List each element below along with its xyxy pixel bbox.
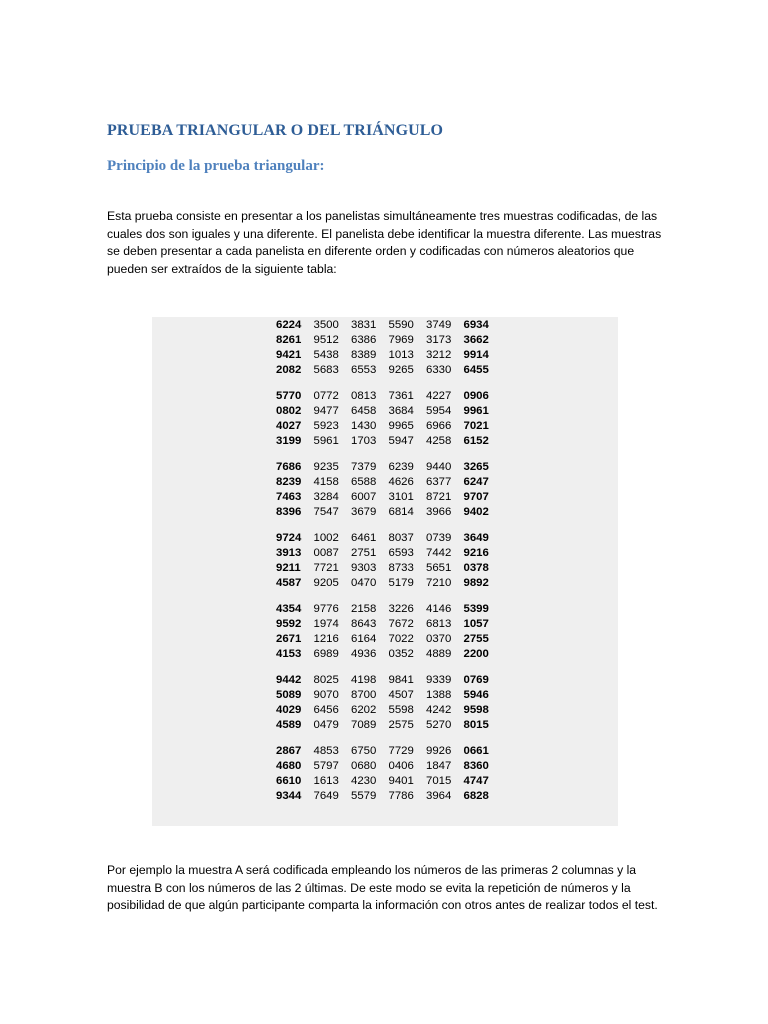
section-subtitle: Principio de la prueba triangular: <box>107 158 325 174</box>
table-cell: 8037 <box>388 532 414 544</box>
table-cell: 4029 <box>276 704 302 716</box>
table-row <box>276 673 501 688</box>
table-cell: 3831 <box>351 319 377 331</box>
table-cell: 0769 <box>463 674 489 686</box>
table-cell: 7463 <box>276 491 302 503</box>
table-cell: 0378 <box>463 562 489 574</box>
table-cell: 1013 <box>388 349 414 361</box>
table-cell: 6461 <box>351 532 377 544</box>
table-cell: 9344 <box>276 790 302 802</box>
table-cell: 7729 <box>388 745 414 757</box>
table-cell: 8389 <box>351 349 377 361</box>
table-cell: 1002 <box>313 532 339 544</box>
table-cell: 7210 <box>426 577 452 589</box>
table-block <box>276 460 501 520</box>
table-cell: 2158 <box>351 603 377 615</box>
table-cell: 1974 <box>313 618 339 630</box>
table-cell: 8025 <box>313 674 339 686</box>
table-cell: 3284 <box>313 491 339 503</box>
table-row <box>276 602 501 617</box>
table-cell: 7649 <box>313 790 339 802</box>
table-row <box>276 617 501 632</box>
table-cell: 2755 <box>463 633 489 645</box>
table-cell: 6828 <box>463 790 489 802</box>
table-cell: 4258 <box>426 435 452 447</box>
table-cell: 4242 <box>426 704 452 716</box>
table-cell: 3749 <box>426 319 452 331</box>
table-cell: 4626 <box>388 476 414 488</box>
table-cell: 9216 <box>463 547 489 559</box>
table-cell: 5579 <box>351 790 377 802</box>
random-number-table <box>152 317 618 826</box>
table-cell: 4507 <box>388 689 414 701</box>
table-cell: 6934 <box>463 319 489 331</box>
table-cell: 3964 <box>426 790 452 802</box>
table-cell: 6966 <box>426 420 452 432</box>
table-row <box>276 774 501 789</box>
table-cell: 0802 <box>276 405 302 417</box>
intro-paragraph: Esta prueba consiste en presentar a los panelistas simultáneamente tres muestras codificadas, de las cuales dos son iguales y una diferente. El panelista debe identificar la muestra diferente. Las muestras se deben presentar a cada panelista en diferente orden y codificadas con números aleatorios que pueden ser extraídos de la siguiente tabla: <box>107 209 662 276</box>
table-block <box>276 602 501 662</box>
table-cell: 8733 <box>388 562 414 574</box>
table-cell: 2082 <box>276 364 302 376</box>
table-cell: 8700 <box>351 689 377 701</box>
table-cell: 7022 <box>388 633 414 645</box>
table-cell: 9477 <box>313 405 339 417</box>
table-cell: 6202 <box>351 704 377 716</box>
table-cell: 9592 <box>276 618 302 630</box>
table-row <box>276 546 501 561</box>
table-cell: 0087 <box>313 547 339 559</box>
table-cell: 8360 <box>463 760 489 772</box>
table-cell: 0772 <box>313 390 339 402</box>
table-cell: 9402 <box>463 506 489 518</box>
table-row <box>276 505 501 520</box>
table-cell: 7969 <box>388 334 414 346</box>
table-block <box>276 318 501 378</box>
table-row <box>276 363 501 378</box>
table-cell: 6007 <box>351 491 377 503</box>
table-cell: 3649 <box>463 532 489 544</box>
table-cell: 9914 <box>463 349 489 361</box>
table-cell: 9265 <box>388 364 414 376</box>
table-cell: 4747 <box>463 775 489 787</box>
table-cell: 9512 <box>313 334 339 346</box>
table-cell: 6814 <box>388 506 414 518</box>
table-cell: 4146 <box>426 603 452 615</box>
table-row <box>276 475 501 490</box>
table-block <box>276 389 501 449</box>
table-row <box>276 759 501 774</box>
table-cell: 6247 <box>463 476 489 488</box>
table-cell: 1613 <box>313 775 339 787</box>
table-cell: 4853 <box>313 745 339 757</box>
table-cell: 4889 <box>426 648 452 660</box>
table-cell: 2751 <box>351 547 377 559</box>
table-cell: 0661 <box>463 745 489 757</box>
table-cell: 5179 <box>388 577 414 589</box>
table-cell: 9211 <box>276 562 301 574</box>
table-cell: 6224 <box>276 319 302 331</box>
table-cell: 9724 <box>276 532 302 544</box>
table-cell: 6588 <box>351 476 377 488</box>
table-cell: 7686 <box>276 461 302 473</box>
table-cell: 7672 <box>388 618 414 630</box>
table-cell: 9926 <box>426 745 452 757</box>
table-row <box>276 576 501 591</box>
table-cell: 0906 <box>463 390 489 402</box>
table-cell: 6458 <box>351 405 377 417</box>
table-cell: 9070 <box>313 689 339 701</box>
table-cell: 5590 <box>388 319 414 331</box>
table-cell: 9776 <box>313 603 339 615</box>
table-block <box>276 673 501 733</box>
table-cell: 4354 <box>276 603 302 615</box>
table-cell: 5947 <box>388 435 414 447</box>
table-cell: 0370 <box>426 633 452 645</box>
table-cell: 3662 <box>463 334 489 346</box>
table-cell: 1430 <box>351 420 377 432</box>
table-row <box>276 531 501 546</box>
table-cell: 1216 <box>313 633 339 645</box>
table-cell: 6593 <box>388 547 414 559</box>
table-cell: 4230 <box>351 775 377 787</box>
table-cell: 4227 <box>426 390 452 402</box>
table-cell: 5399 <box>463 603 489 615</box>
table-cell: 4198 <box>351 674 377 686</box>
table-cell: 9892 <box>463 577 489 589</box>
table-cell: 4027 <box>276 420 302 432</box>
table-cell: 4158 <box>313 476 339 488</box>
table-cell: 1847 <box>426 760 452 772</box>
table-cell: 9401 <box>388 775 414 787</box>
table-cell: 3101 <box>388 491 414 503</box>
table-cell: 1057 <box>463 618 489 630</box>
table-row <box>276 632 501 647</box>
table-cell: 8396 <box>276 506 302 518</box>
table-cell: 3212 <box>426 349 452 361</box>
table-cell: 6239 <box>388 461 414 473</box>
table-cell: 7021 <box>463 420 489 432</box>
table-block <box>276 531 501 591</box>
table-cell: 6386 <box>351 334 377 346</box>
table-row <box>276 490 501 505</box>
table-cell: 9442 <box>276 674 302 686</box>
table-cell: 9421 <box>276 349 302 361</box>
table-cell: 8721 <box>426 491 452 503</box>
table-cell: 7089 <box>351 719 377 731</box>
table-cell: 5270 <box>426 719 452 731</box>
table-row <box>276 404 501 419</box>
table-cell: 3913 <box>276 547 302 559</box>
table-cell: 8015 <box>463 719 489 731</box>
table-cell: 6456 <box>313 704 339 716</box>
table-cell: 7721 <box>313 562 339 574</box>
table-cell: 5438 <box>313 349 339 361</box>
table-cell: 9961 <box>463 405 489 417</box>
table-cell: 9205 <box>313 577 339 589</box>
table-cell: 2575 <box>388 719 414 731</box>
table-row <box>276 419 501 434</box>
table-row <box>276 434 501 449</box>
table-row <box>276 389 501 404</box>
table-cell: 5954 <box>426 405 452 417</box>
table-cell: 6750 <box>351 745 377 757</box>
table-cell: 4153 <box>276 648 302 660</box>
table-cell: 9235 <box>313 461 339 473</box>
table-cell: 8261 <box>276 334 302 346</box>
table-row <box>276 789 501 804</box>
table-cell: 9339 <box>426 674 452 686</box>
table-cell: 7442 <box>426 547 452 559</box>
table-cell: 7547 <box>313 506 339 518</box>
table-cell: 4587 <box>276 577 302 589</box>
table-block <box>276 744 501 804</box>
table-row <box>276 348 501 363</box>
table-cell: 9598 <box>463 704 489 716</box>
table-cell: 5946 <box>463 689 489 701</box>
number-grid <box>276 318 501 815</box>
table-cell: 2200 <box>463 648 489 660</box>
table-cell: 0680 <box>351 760 377 772</box>
table-cell: 7379 <box>351 461 377 473</box>
table-cell: 5651 <box>426 562 452 574</box>
table-cell: 7015 <box>426 775 452 787</box>
table-cell: 5683 <box>313 364 339 376</box>
table-cell: 0479 <box>313 719 339 731</box>
table-cell: 4589 <box>276 719 302 731</box>
table-row <box>276 718 501 733</box>
table-cell: 4936 <box>351 648 377 660</box>
table-cell: 5598 <box>388 704 414 716</box>
table-cell: 6610 <box>276 775 302 787</box>
table-row <box>276 333 501 348</box>
table-cell: 0813 <box>351 390 377 402</box>
table-row <box>276 318 501 333</box>
table-cell: 6377 <box>426 476 452 488</box>
table-cell: 8643 <box>351 618 377 630</box>
table-cell: 9841 <box>388 674 414 686</box>
table-cell: 6553 <box>351 364 377 376</box>
table-cell: 3226 <box>388 603 414 615</box>
table-cell: 3173 <box>426 334 452 346</box>
table-cell: 9440 <box>426 461 452 473</box>
table-cell: 3966 <box>426 506 452 518</box>
table-row <box>276 703 501 718</box>
table-cell: 6152 <box>463 435 489 447</box>
table-cell: 2867 <box>276 745 302 757</box>
table-cell: 3500 <box>313 319 339 331</box>
table-cell: 3679 <box>351 506 377 518</box>
table-cell: 7361 <box>388 390 414 402</box>
page-title: PRUEBA TRIANGULAR O DEL TRIÁNGULO <box>107 122 444 139</box>
table-cell: 3684 <box>388 405 414 417</box>
table-cell: 9303 <box>351 562 377 574</box>
table-cell: 5923 <box>313 420 339 432</box>
table-cell: 0470 <box>351 577 377 589</box>
table-cell: 4680 <box>276 760 302 772</box>
table-cell: 6330 <box>426 364 452 376</box>
table-cell: 0352 <box>388 648 414 660</box>
table-cell: 6455 <box>463 364 489 376</box>
table-cell: 9965 <box>388 420 414 432</box>
table-row <box>276 744 501 759</box>
table-cell: 5089 <box>276 689 302 701</box>
table-row <box>276 647 501 662</box>
table-cell: 1388 <box>426 689 452 701</box>
table-cell: 8239 <box>276 476 302 488</box>
table-cell: 0406 <box>388 760 414 772</box>
table-cell: 9707 <box>463 491 489 503</box>
table-cell: 0739 <box>426 532 452 544</box>
table-cell: 6164 <box>351 633 377 645</box>
table-cell: 3265 <box>463 461 489 473</box>
table-row <box>276 688 501 703</box>
example-paragraph: Por ejemplo la muestra A será codificada empleando los números de las primeras 2 columnas y la muestra B con los números de las 2 últimas. De este modo se evita la repetición de números y la posibilidad de que algún participante comparta la información con otros antes de realizar todos el test. <box>107 863 658 912</box>
table-row <box>276 460 501 475</box>
table-cell: 3199 <box>276 435 302 447</box>
table-cell: 6813 <box>426 618 452 630</box>
table-cell: 5797 <box>313 760 339 772</box>
table-cell: 5961 <box>313 435 339 447</box>
table-row <box>276 561 501 576</box>
table-cell: 6989 <box>313 648 339 660</box>
table-cell: 1703 <box>351 435 377 447</box>
table-cell: 7786 <box>388 790 414 802</box>
table-cell: 2671 <box>276 633 302 645</box>
table-cell: 5770 <box>276 390 302 402</box>
